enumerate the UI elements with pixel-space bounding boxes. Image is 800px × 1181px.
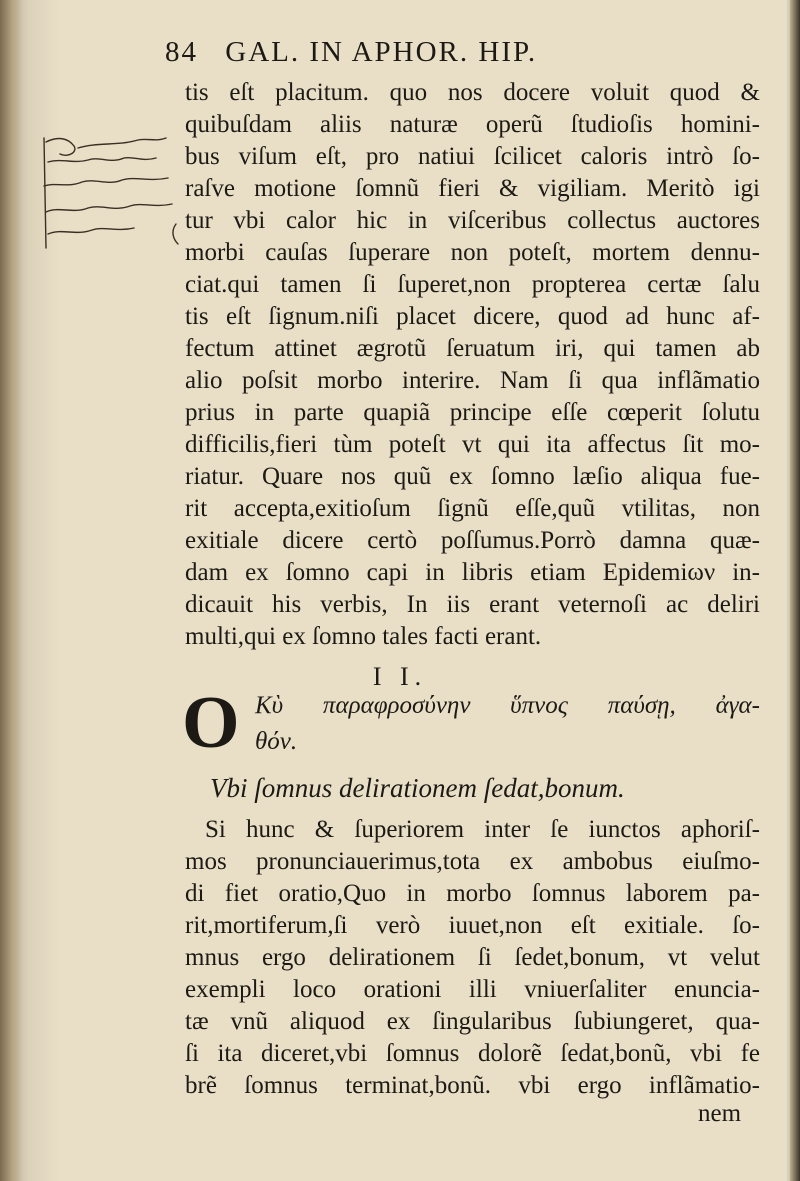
text-line: Si hunc & ſuperiorem inter ſe iunctos aphoriſ-	[205, 816, 760, 843]
text-line: prius in parte quapiã principe eſſe cœperit ſolutu	[185, 399, 760, 426]
greek-aphorism-line: θόν.	[255, 728, 298, 755]
page-edge	[790, 0, 800, 1181]
text-line: tis eſt ſignum.niſi placet dicere, quod ad hunc af-	[185, 303, 760, 330]
text-line: difficilis,fieri tùm poteſt vt qui ita affectus ſit mo-	[185, 431, 760, 458]
text-line: brẽ ſomnus terminat,bonũ. vbi ergo inflãmatio-	[185, 1072, 760, 1099]
text-line: tis eſt placitum. quo nos docere voluit quod &	[185, 79, 760, 106]
drop-cap-initial: O	[182, 682, 240, 764]
text-line: mos pronunciauerimus,tota ex ambobus eiuſmo-	[185, 848, 760, 875]
text-line: exitiale dicere certò poſſumus.Porrò damna quæ-	[185, 527, 760, 554]
text-line: ſi ita diceret,vbi ſomnus dolorẽ ſedat,bonũ, vbi fe	[185, 1040, 760, 1067]
text-line: di fiet oratio,Quo in morbo ſomnus laborem pa-	[185, 880, 760, 907]
running-head	[165, 36, 705, 69]
text-line: morbi cauſas ſuperare non poteſt, mortem dennu-	[185, 239, 760, 266]
page-number: 84	[165, 36, 198, 68]
text-line: exempli loco orationi illi vniuerſaliter enuncia-	[185, 976, 760, 1003]
latin-aphorism-heading: Vbi ſomnus delirationem ſedat,bonum.	[210, 773, 625, 803]
text-line: quibuſdam aliis naturæ operũ ſtudioſis homini-	[185, 111, 760, 138]
catchword: nem	[698, 1100, 742, 1127]
text-line: tur vbi calor hic in viſceribus collectus auctores	[185, 207, 760, 234]
text-line: tæ vnũ aliquod ex ſingularibus ſubiungeret, qua-	[185, 1008, 760, 1035]
text-line: rit accepta,exitioſum ſignũ eſſe,quũ vtilitas, non	[185, 495, 760, 522]
text-line: rit,mortiferum,ſi verò iuuet,non eſt exitiale. ſo-	[185, 912, 760, 939]
text-line: mnus ergo delirationem ſi ſedet,bonum, vt velut	[185, 944, 760, 971]
greek-aphorism-line: Κὺ παραφροσύνην ὕπνος παύσῃ, ἀγα-	[255, 692, 760, 719]
text-line: bus viſum eſt, pro natiui ſcilicet caloris intrò ſo-	[185, 143, 760, 170]
aphorism-number: I I.	[372, 662, 428, 691]
text-line: dam ex ſomno capi in libris etiam Epidemiων in-	[185, 559, 760, 586]
running-title: GAL. IN APHOR. HIP.	[225, 36, 538, 68]
text-line: dicauit his verbis, In iis erant veternoſi ac deliri	[185, 591, 760, 618]
text-line: alio poſsit morbo interire. Nam ſi qua inflãmatio	[185, 367, 760, 394]
text-line: raſve motione ſomnũ fieri & vigiliam. Meritò igi	[185, 175, 760, 202]
text-line: riatur. Quare nos quũ ex ſomno læſio aliqua fue-	[185, 463, 760, 490]
text-line: ciat.qui tamen ſi ſuperet,non propterea certæ ſalu	[185, 271, 760, 298]
text-line: multi,qui ex ſomno tales facti erant.	[185, 623, 542, 650]
text-line: fectum attinet ægrotũ ſeruatum iri, qui tamen ab	[185, 335, 760, 362]
handwritten-marginal-note	[38, 128, 183, 268]
page-gutter	[0, 0, 22, 1181]
